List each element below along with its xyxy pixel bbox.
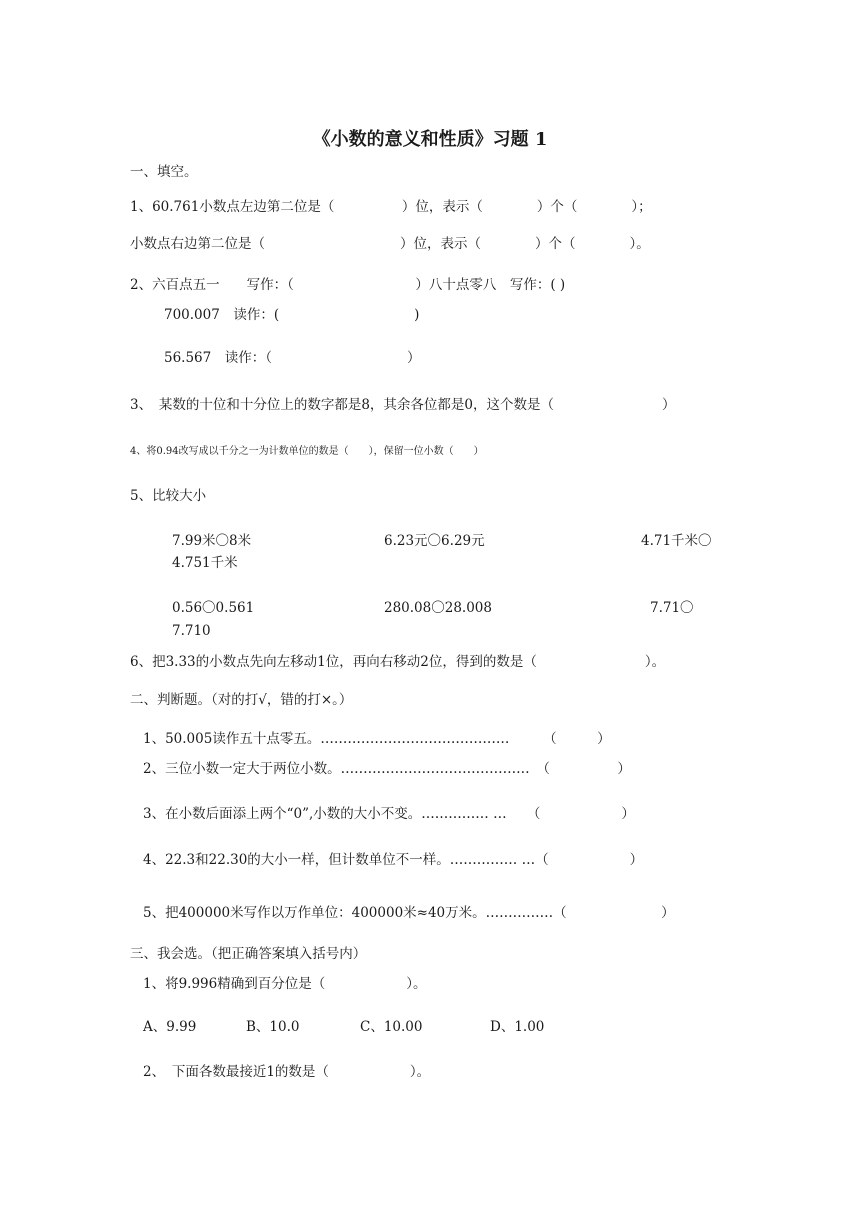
section-1-heading: 一、填空。 <box>130 164 198 180</box>
question-6: 6、把3.33的小数点先向左移动1位，再向右移动2位，得到的数是（ ）。 <box>130 654 666 670</box>
compare-item-2: 6.23元〇6.29元 <box>384 533 485 549</box>
judge-item-1: 1、50.005读作五十点零五。…………………………………… （ ） <box>143 731 611 747</box>
question-3: 3、 某数的十位和十分位上的数字都是8，其余各位都是0，这个数是（ ） <box>130 397 676 413</box>
question-5-heading: 5、比较大小 <box>130 488 207 504</box>
question-2-line-3: 56.567 读作：（ ） <box>164 350 421 366</box>
compare-item-3: 4.71千米〇 <box>641 533 712 549</box>
worksheet-title: 《小数的意义和性质》习题 1 <box>312 129 548 150</box>
compare-item-1: 7.99米〇8米 <box>172 533 252 549</box>
compare-item-6-continued: 7.710 <box>172 623 211 639</box>
compare-item-4: 0.56〇0.561 <box>172 600 255 616</box>
section-2-heading: 二、判断题。（对的打√，错的打×。） <box>130 692 353 708</box>
question-1-line-1: 1、60.761小数点左边第二位是（ ）位，表示（ ）个（ ）； <box>130 199 652 215</box>
question-2-line-2: 700.007 读作：( ) <box>164 307 420 323</box>
choice-option-b: B、10.0 <box>246 1019 300 1035</box>
question-1-line-2: 小数点右边第二位是（ ）位，表示（ ）个（ ）。 <box>130 236 650 252</box>
choice-option-d: D、1.00 <box>490 1019 545 1035</box>
choice-question-1: 1、将9.996精确到百分位是（ ）。 <box>143 976 427 992</box>
judge-item-3: 3、在小数后面添上两个“0”,小数的大小不变。…………… … （ ） <box>143 806 635 822</box>
compare-item-6: 7.71〇 <box>650 600 694 616</box>
compare-item-3-continued: 4.751千米 <box>172 555 238 571</box>
compare-item-5: 280.08〇28.008 <box>384 600 492 616</box>
choice-option-c: C、10.00 <box>360 1019 423 1035</box>
question-2-line-1: 2、六百点五一 写作：（ ）八十点零八 写作：( ) <box>130 277 566 293</box>
choice-option-a: A、9.99 <box>143 1019 197 1035</box>
judge-item-5: 5、把400000米写作以万作单位：400000米≈40万米。……………（ ） <box>143 905 675 921</box>
question-4: 4、将0.94改写成以千分之一为计数单位的数是（ ），保留一位小数（ ） <box>130 446 484 457</box>
judge-item-2: 2、三位小数一定大于两位小数。…………………………………… （ ） <box>143 761 631 777</box>
section-3-heading: 三、我会选。（把正确答案填入括号内） <box>130 946 367 962</box>
choice-question-2: 2、 下面各数最接近1的数是（ ）。 <box>143 1064 431 1080</box>
judge-item-4: 4、22.3和22.30的大小一样，但计数单位不一样。…………… …（ ） <box>143 852 644 868</box>
